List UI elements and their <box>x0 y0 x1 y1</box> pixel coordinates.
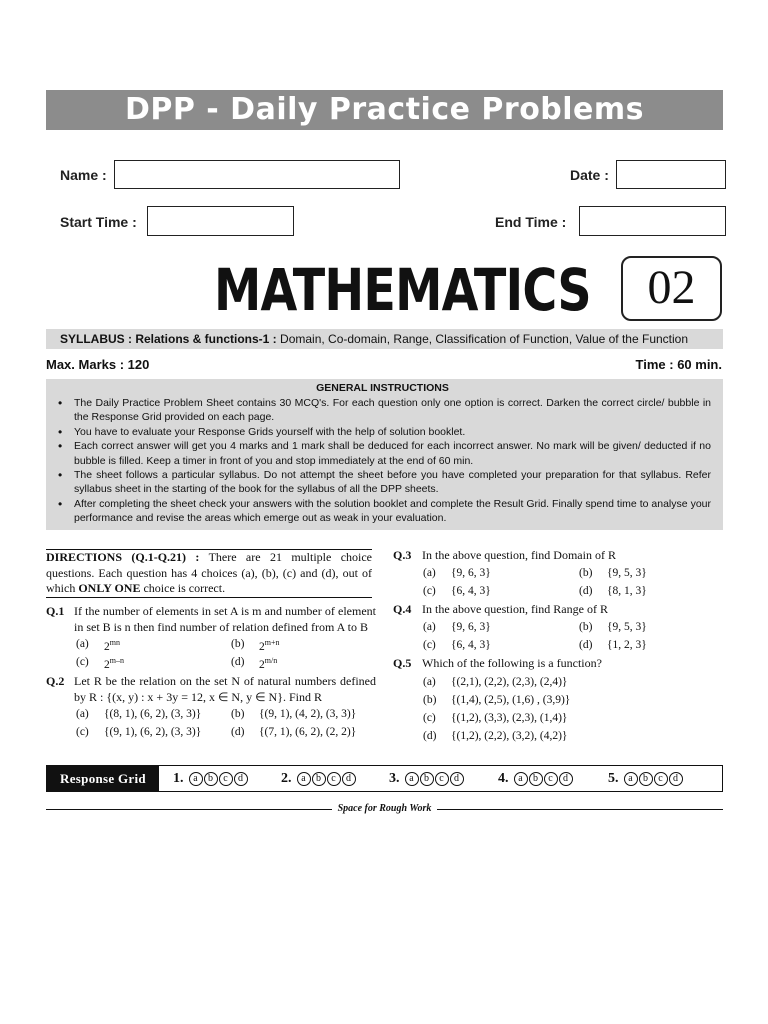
answer-bubble-c[interactable]: c <box>544 772 558 786</box>
response-number: 5. <box>608 771 619 786</box>
option-exponent: m/n <box>264 656 278 665</box>
answer-bubble-a[interactable]: a <box>514 772 528 786</box>
option-label: (a) <box>423 567 436 579</box>
option-value: {9, 5, 3} <box>607 621 647 633</box>
instruction-item: • Each correct answer will get you 4 marks and 1 mark shall be deduced for each incorrect answer. No mark will be given/ deducted if no bubble is filled. Keep a timer in front of you and stop immediately at the end of 60 min. <box>54 439 711 468</box>
rough-work-label: Space for Rough Work <box>332 803 438 814</box>
option-value: {(7, 1), (6, 2), (2, 2)} <box>259 726 357 738</box>
question-text: In the above question, find Range of R <box>422 602 608 616</box>
question-number: Q.1 <box>46 604 65 618</box>
option-value: {(1,2), (3,3), (2,3), (1,4)} <box>451 712 568 724</box>
option-base: 2 <box>259 658 265 671</box>
answer-bubble-b[interactable]: b <box>420 772 434 786</box>
end-time-field[interactable] <box>579 206 726 236</box>
rough-work-divider <box>46 802 723 816</box>
question-number: Q.5 <box>393 656 412 670</box>
start-time-label: Start Time : <box>60 214 137 230</box>
answer-bubble-b[interactable]: b <box>639 772 653 786</box>
response-grid-label: Response Grid <box>47 766 159 791</box>
question-number: Q.3 <box>393 548 412 562</box>
question-text: Let R be the relation on the set N of natural numbers defined by R : {(x, y) : x + 3y = 12, x ∈ N, y ∈ N}. Find R <box>74 674 376 704</box>
option-value: {6, 4, 3} <box>451 639 491 651</box>
option-label: (d) <box>423 730 437 742</box>
option-value: {(1,2), (2,2), (3,2), (4,2)} <box>451 730 568 742</box>
option-base: 2 <box>259 640 265 653</box>
answer-bubble-c[interactable]: c <box>654 772 668 786</box>
answer-bubble-c[interactable]: c <box>327 772 341 786</box>
response-row-1 <box>173 769 249 789</box>
response-row-2 <box>281 769 357 789</box>
directions-text-end: choice is correct. <box>140 581 226 595</box>
option-exponent: m+n <box>264 638 280 647</box>
option-value: {9, 5, 3} <box>607 567 647 579</box>
option-label: (b) <box>231 708 245 720</box>
option-value: {1, 2, 3} <box>607 639 647 651</box>
question-number: Q.2 <box>46 674 65 688</box>
sheet-number: 02 <box>621 256 722 321</box>
option-label: (b) <box>423 694 437 706</box>
answer-bubble-c[interactable]: c <box>435 772 449 786</box>
option-value: {9, 6, 3} <box>451 621 491 633</box>
option-value: {8, 1, 3} <box>607 585 647 597</box>
name-label: Name : <box>60 167 107 183</box>
response-grid <box>46 765 723 792</box>
question-text: If the number of elements in set A is m and number of element in set B is n then find number of relation defined from A to B <box>74 604 376 634</box>
option-label: (a) <box>76 708 89 720</box>
answer-bubble-c[interactable]: c <box>219 772 233 786</box>
response-number: 4. <box>498 771 509 786</box>
general-instructions <box>46 379 723 530</box>
name-field[interactable] <box>114 160 400 189</box>
question-text: In the above question, find Domain of R <box>422 548 616 562</box>
option-label: (a) <box>76 638 89 650</box>
option-exponent: mn <box>109 638 120 647</box>
option-label: (c) <box>423 585 436 597</box>
option-value: {6, 4, 3} <box>451 585 491 597</box>
option-label: (a) <box>423 621 436 633</box>
response-row-5 <box>608 769 684 789</box>
answer-bubble-d[interactable]: d <box>559 772 573 786</box>
option-value: {(9, 1), (6, 2), (3, 3)} <box>104 726 202 738</box>
response-number: 1. <box>173 771 184 786</box>
syllabus-text: Domain, Co-domain, Range, Classification of Function, Value of the Function <box>276 332 689 346</box>
answer-bubble-d[interactable]: d <box>234 772 248 786</box>
date-label: Date : <box>570 167 609 183</box>
response-number: 2. <box>281 771 292 786</box>
date-field[interactable] <box>616 160 726 189</box>
option-value: {(2,1), (2,2), (2,3), (2,4)} <box>451 676 568 688</box>
instruction-item: • The Daily Practice Problem Sheet contains 30 MCQ's. For each question only one option is correct. Darken the correct circle/ bubble in the Response Grid provided on each page. <box>54 396 711 425</box>
answer-bubble-d[interactable]: d <box>342 772 356 786</box>
option-label: (c) <box>423 639 436 651</box>
option-label: (a) <box>423 676 436 688</box>
instruction-item: • After completing the sheet check your answers with the solution booklet and complete the Result Grid. Finally spend time to analyse your performance and revise the areas which emerge out as weak in your evaluation. <box>54 497 711 526</box>
option-base: 2 <box>104 658 110 671</box>
answer-bubble-a[interactable]: a <box>189 772 203 786</box>
answer-bubble-b[interactable]: b <box>529 772 543 786</box>
response-row-4 <box>498 769 574 789</box>
option-value: {(8, 1), (6, 2), (3, 3)} <box>104 708 202 720</box>
option-label: (c) <box>76 656 89 668</box>
option-exponent: m–n <box>109 656 124 665</box>
option-value: {(1,4), (2,5), (1,6) , (3,9)} <box>451 694 571 706</box>
answer-bubble-d[interactable]: d <box>450 772 464 786</box>
subject-title: MATHEMATICS <box>214 256 591 324</box>
directions-label: DIRECTIONS (Q.1-Q.21) : <box>46 550 200 564</box>
answer-bubble-a[interactable]: a <box>624 772 638 786</box>
time-limit: Time : 60 min. <box>635 357 722 372</box>
question-text: Which of the following is a function? <box>422 656 602 670</box>
response-number: 3. <box>389 771 400 786</box>
option-value: {9, 6, 3} <box>451 567 491 579</box>
directions-top-rule <box>46 549 372 550</box>
option-label: (d) <box>231 656 245 668</box>
syllabus-label: SYLLABUS : Relations & functions-1 : <box>60 332 277 346</box>
instruction-item: • You have to evaluate your Response Grids yourself with the help of solution booklet. <box>54 425 711 439</box>
syllabus-bar <box>46 329 723 349</box>
directions-block <box>46 550 372 597</box>
option-label: (d) <box>579 639 593 651</box>
answer-bubble-d[interactable]: d <box>669 772 683 786</box>
option-label: (c) <box>76 726 89 738</box>
response-row-3 <box>389 769 465 789</box>
option-label: (d) <box>579 585 593 597</box>
end-time-label: End Time : <box>495 214 567 230</box>
option-value: {(9, 1), (4, 2), (3, 3)} <box>259 708 357 720</box>
option-label: (b) <box>579 567 593 579</box>
answer-bubble-b[interactable]: b <box>204 772 218 786</box>
page-title: DPP - Daily Practice Problems <box>46 90 723 130</box>
option-label: (d) <box>231 726 245 738</box>
answer-bubble-a[interactable]: a <box>405 772 419 786</box>
option-label: (b) <box>579 621 593 633</box>
directions-text: There are 21 multiple choice questions. Each question has 4 choices (a), (b), (c) and (d), out of which <box>46 550 373 595</box>
option-label: (c) <box>423 712 436 724</box>
directions-emphasis: ONLY ONE <box>78 581 141 595</box>
instructions-title: GENERAL INSTRUCTIONS <box>316 382 449 394</box>
max-marks: Max. Marks : 120 <box>46 357 150 372</box>
option-label: (b) <box>231 638 245 650</box>
answer-bubble-a[interactable]: a <box>297 772 311 786</box>
instruction-item: • The sheet follows a particular syllabus. Do not attempt the sheet before you have completed your preparation for that syllabus. Refer syllabus sheet in the starting of the book for the syllabus of all the DPP sheets. <box>54 468 711 497</box>
answer-bubble-b[interactable]: b <box>312 772 326 786</box>
start-time-field[interactable] <box>147 206 294 236</box>
option-base: 2 <box>104 640 110 653</box>
question-number: Q.4 <box>393 602 412 616</box>
directions-bottom-rule <box>46 597 372 598</box>
